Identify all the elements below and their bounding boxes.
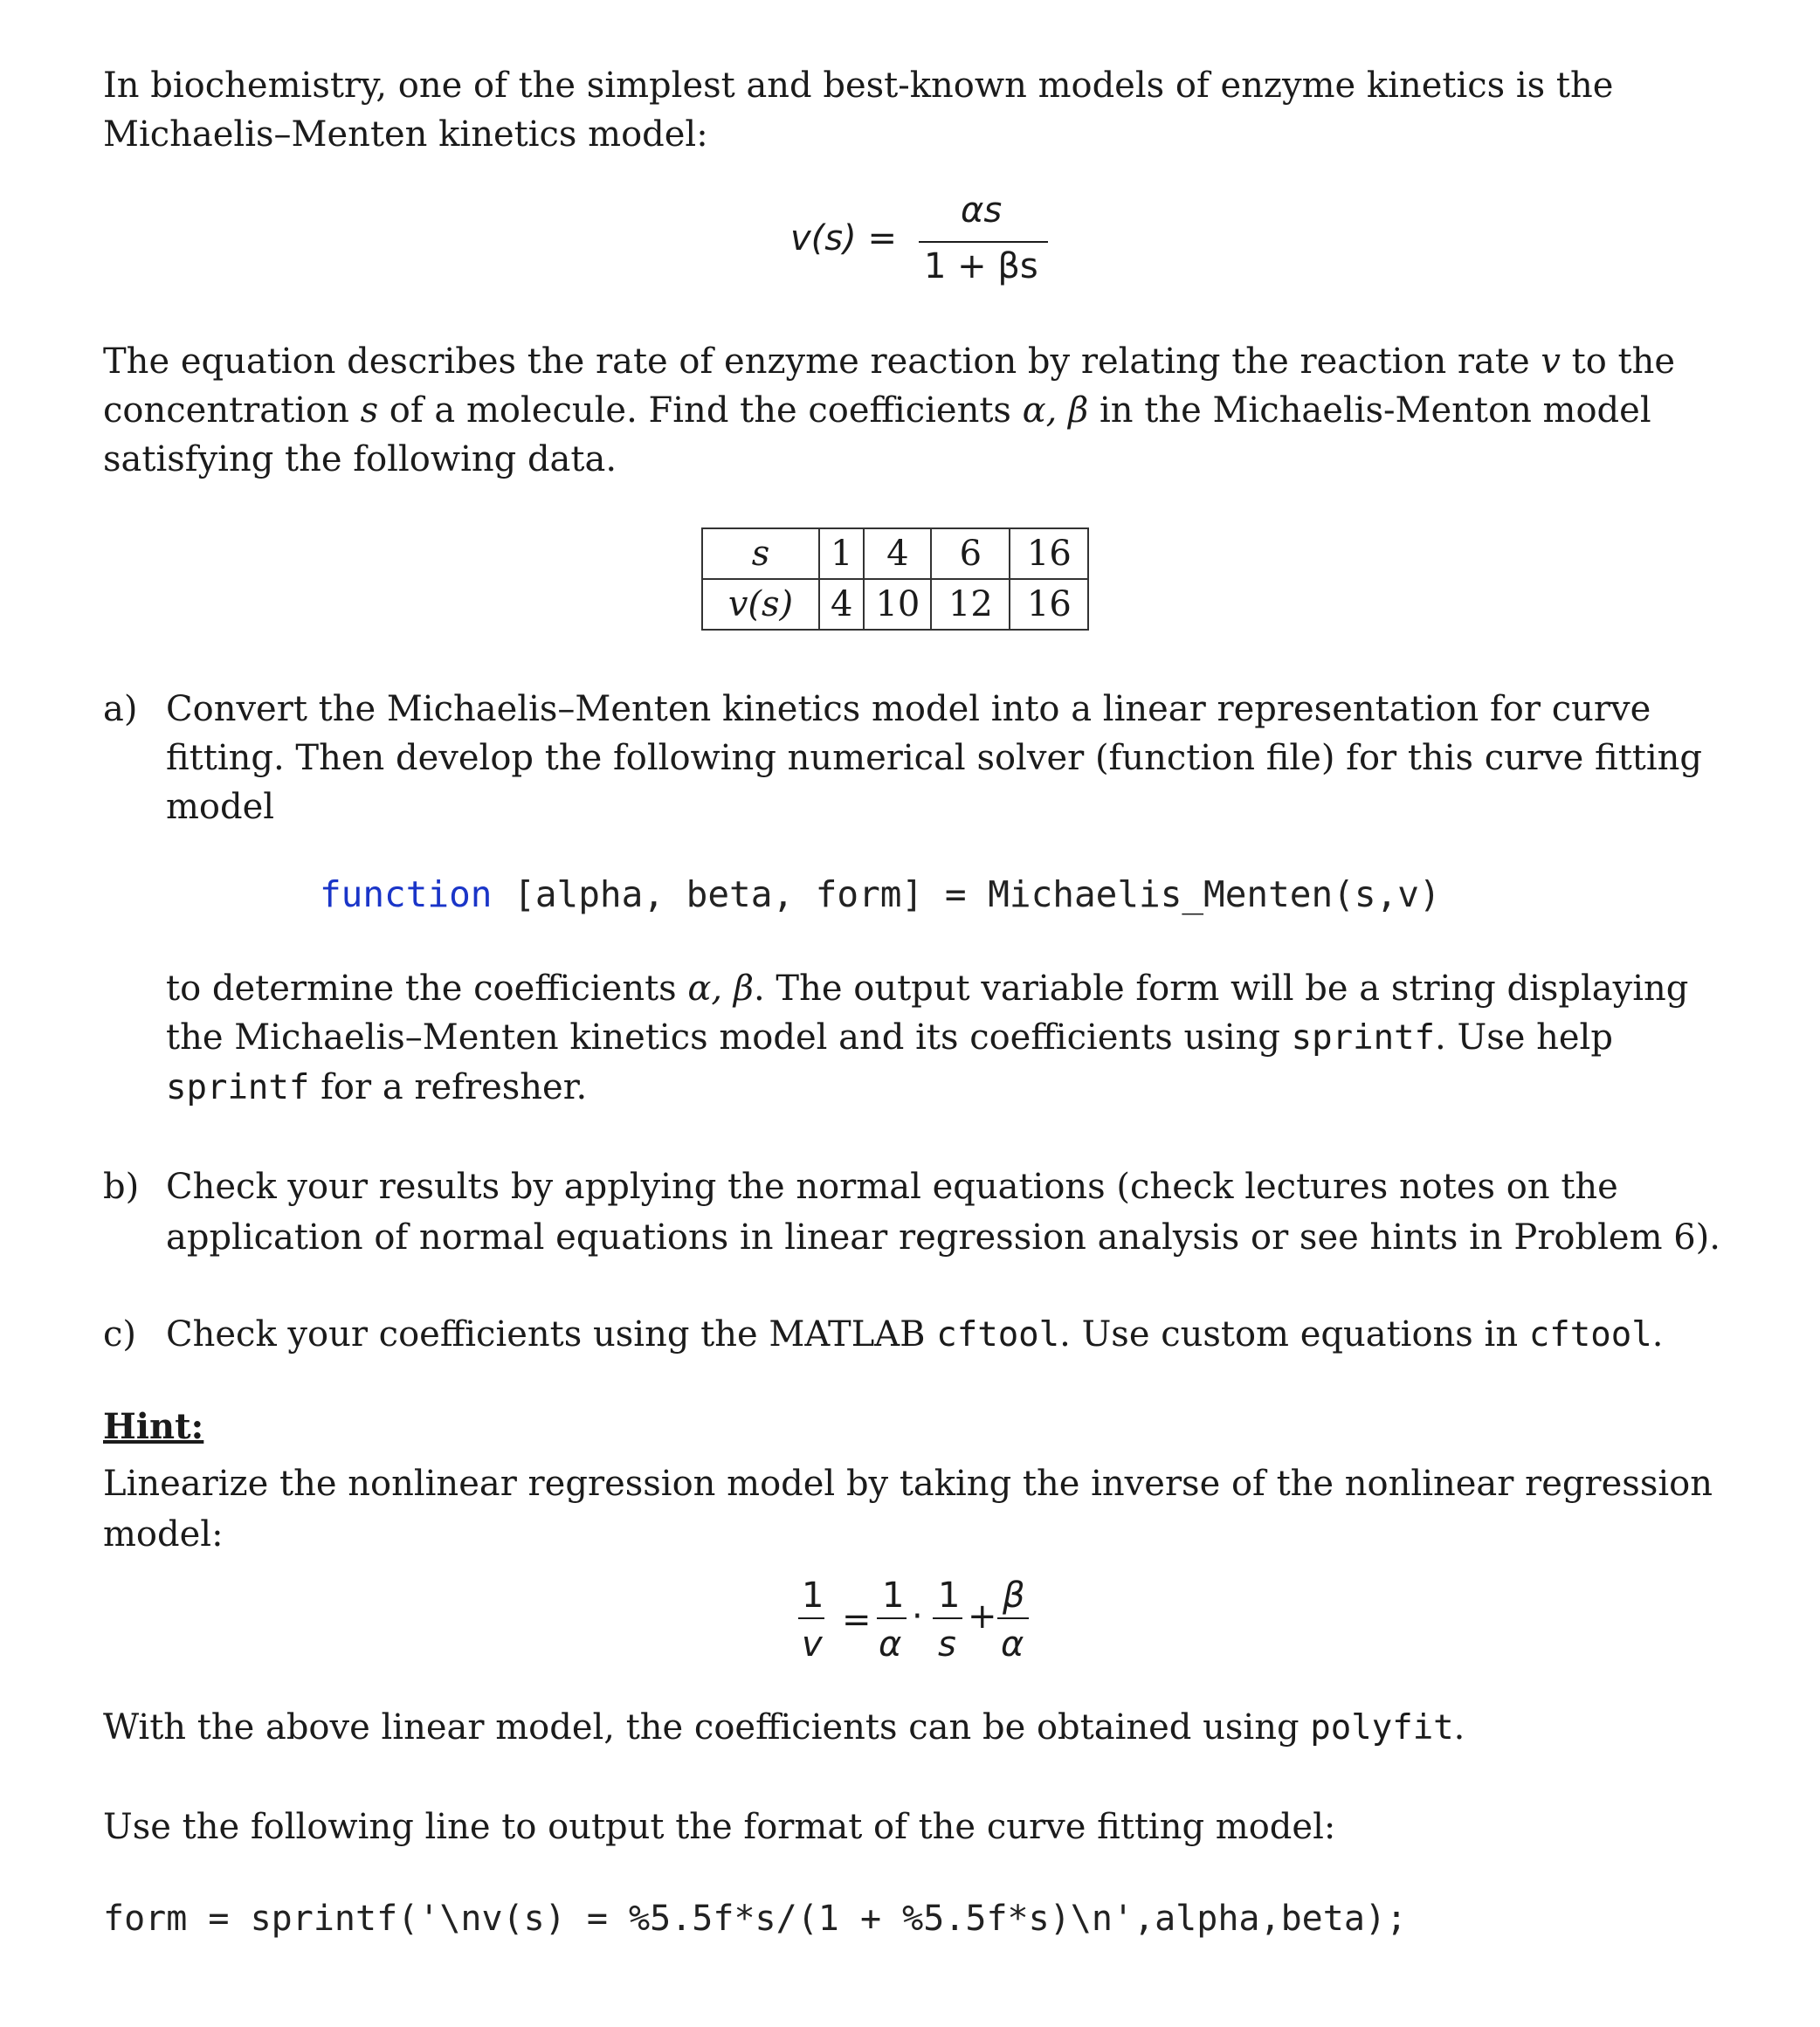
table-row-v — [702, 579, 1088, 630]
intro-line-2: Michaelis–Menten kinetics model: — [103, 114, 708, 155]
term3-denominator: α — [1001, 1624, 1024, 1665]
table-cell: 1 — [819, 528, 864, 579]
part-b-label: b) — [103, 1167, 140, 1207]
part-a-line-2: fitting. Then develop the following numerical solver (function file) for this curve fitting — [166, 738, 1703, 778]
part-c-text: Check your coefficients using the MATLAB — [166, 1314, 937, 1355]
coefficient-symbols: α, β — [687, 969, 754, 1009]
description-line-2-mid: of a molecule. Find the coefficients — [378, 390, 1023, 431]
hint-paragraph — [103, 1458, 1745, 1560]
polyfit-note-text: With the above linear model, the coefficients can be obtained using — [103, 1707, 1311, 1748]
coefficient-symbols: α, β — [1022, 390, 1089, 431]
format-code-line: form = sprintf('\nv(s) = %5.5f*s/(1 + %5.5f*s)\n',alpha,beta); — [103, 1899, 1408, 1939]
term2-fraction-bar — [933, 1617, 962, 1619]
term2-numerator: 1 — [938, 1575, 961, 1616]
hint-title: Hint: — [103, 1406, 204, 1447]
lhs-denominator: v — [802, 1624, 823, 1665]
intro-paragraph — [103, 61, 1745, 159]
part-a — [103, 685, 1762, 831]
data-table — [701, 527, 1089, 631]
lhs-numerator: 1 — [802, 1575, 824, 1616]
part-b-line-2: application of normal equations in linear regression analysis or see hints in Problem 6). — [166, 1217, 1720, 1258]
part-b — [103, 1162, 1762, 1263]
part-c-end: . — [1651, 1314, 1664, 1355]
table-cell: 4 — [819, 579, 864, 630]
table-cell: 6 — [931, 528, 1010, 579]
hint-line-2: model: — [103, 1514, 224, 1555]
intro-line-1: In biochemistry, one of the simplest and best-known models of enzyme kinetics is the — [103, 65, 1614, 106]
description-line-3: satisfying the following data. — [103, 439, 617, 479]
table-cell: 16 — [1010, 528, 1088, 579]
part-a-continuation — [103, 964, 1762, 1113]
term3-fraction-bar — [997, 1617, 1029, 1619]
part-a-after-line-2: the Michaelis–Menten kinetics model and its coefficients using — [166, 1017, 1292, 1058]
multiply-dot: · — [912, 1596, 923, 1637]
term2-denominator: s — [938, 1624, 956, 1665]
part-b-line-1: Check your results by applying the normal equations (check lectures notes on the — [166, 1167, 1618, 1207]
term1-fraction-bar — [877, 1617, 907, 1619]
part-a-after-line-3: for a refresher. — [309, 1067, 588, 1107]
term3-numerator: β — [1003, 1575, 1025, 1616]
table-cell: 16 — [1010, 579, 1088, 630]
function-signature — [320, 873, 1441, 915]
term1-denominator: α — [879, 1624, 902, 1665]
equation-lhs: v(s) = — [790, 218, 897, 259]
part-c — [103, 1310, 1762, 1360]
description-line-2-text: concentration — [103, 390, 361, 431]
table-cell: 10 — [864, 579, 931, 630]
part-c-label: c) — [103, 1314, 137, 1355]
table-cell: 4 — [864, 528, 931, 579]
description-line-2-end: in the Michaelis-Menton model — [1088, 390, 1651, 431]
rate-variable: v — [1541, 341, 1561, 382]
part-a-label: a) — [103, 689, 138, 729]
part-a-line-3: model — [166, 787, 275, 827]
function-keyword: function — [320, 873, 493, 915]
concentration-variable: s — [360, 390, 379, 431]
part-c-mid: . Use custom equations in — [1059, 1314, 1529, 1355]
polyfit-code: polyfit — [1310, 1708, 1454, 1748]
equation-denominator: 1 + βs — [924, 246, 1038, 286]
cftool-code: cftool — [1528, 1315, 1652, 1355]
description-line-1-text: The equation describes the rate of enzyme reaction by relating the reaction rate — [103, 341, 1541, 382]
description-paragraph — [103, 337, 1745, 484]
part-a-after-line-1: to determine the coefficients — [166, 969, 688, 1009]
row-header-v: v(s) — [702, 579, 819, 630]
table-row-s — [702, 528, 1088, 579]
table-cell: 12 — [931, 579, 1010, 630]
term1-numerator: 1 — [882, 1575, 905, 1616]
part-a-after-line-1-end: . The output variable form will be a string displaying — [754, 969, 1689, 1009]
equals-sign: = — [842, 1600, 872, 1640]
equation-fraction-bar — [919, 241, 1048, 243]
equation-numerator: αs — [961, 190, 1003, 231]
sprintf-code: sprintf — [166, 1068, 310, 1107]
description-line-1-end: to the — [1560, 341, 1676, 382]
format-note — [103, 1803, 1745, 1851]
sprintf-code: sprintf — [1291, 1018, 1436, 1058]
polyfit-note-end: . — [1453, 1707, 1465, 1748]
row-header-s: s — [702, 528, 819, 579]
cftool-code: cftool — [936, 1315, 1060, 1355]
part-a-after-line-2-end: . Use help — [1435, 1017, 1613, 1058]
hint-line-1: Linearize the nonlinear regression model by taking the inverse of the nonlinear regression — [103, 1464, 1713, 1504]
format-note-text: Use the following line to output the format of the curve fitting model: — [103, 1807, 1336, 1847]
plus-sign: + — [968, 1596, 997, 1637]
part-a-line-1: Convert the Michaelis–Menten kinetics model into a linear representation for curve — [166, 689, 1651, 729]
lhs-fraction-bar — [798, 1617, 824, 1619]
polyfit-note — [103, 1703, 1745, 1753]
function-signature-rest: [alpha, beta, form] = Michaelis_Menten(s,v) — [492, 873, 1441, 915]
